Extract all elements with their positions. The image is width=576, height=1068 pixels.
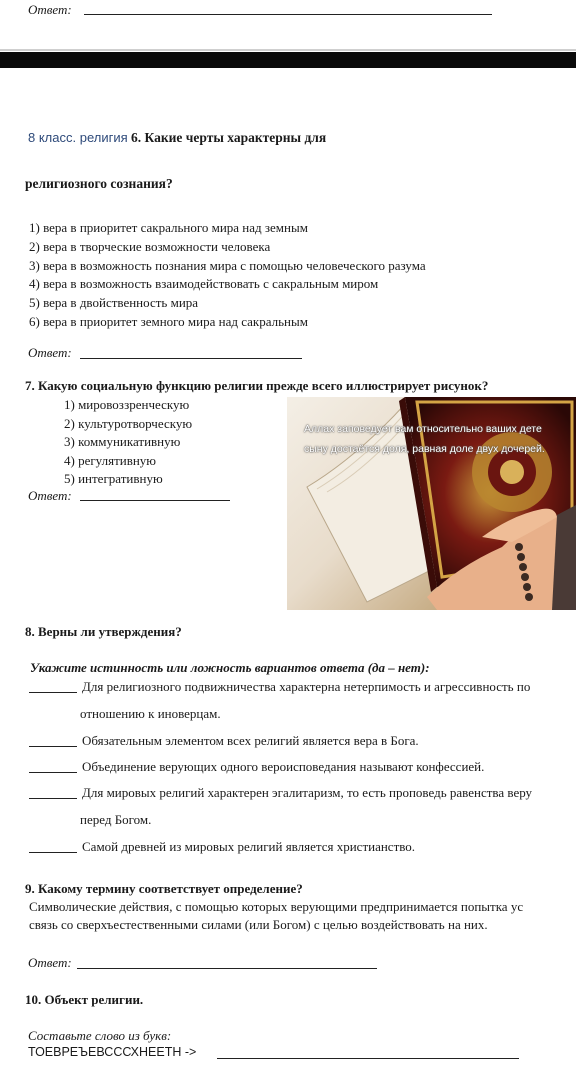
q6-option: 5) вера в двойственность мира bbox=[29, 295, 199, 311]
q6-option: 2) вера в творческие возможности человека bbox=[29, 238, 271, 254]
q8-statement-2: Обязательным элементом всех религий является вера в Бога. bbox=[82, 733, 419, 748]
q7-option: 2) культуротворческую bbox=[64, 415, 193, 431]
image-caption-line2: сыну достаётся доля, равная доле двух дочерей. bbox=[304, 443, 545, 455]
divider-line bbox=[0, 49, 576, 51]
q9-answer-field[interactable] bbox=[77, 956, 377, 969]
q7-option: 3) коммуникативную bbox=[64, 434, 181, 449]
q6-options bbox=[29, 219, 426, 332]
q6-answer-label: Ответ: bbox=[28, 345, 72, 360]
q6-title: 8 класс. религия 6. Какие черты характерны для bbox=[28, 130, 327, 145]
q8-statement-4-continued: перед Богом. bbox=[80, 812, 152, 827]
q8-answer-field-4[interactable] bbox=[29, 786, 77, 799]
q6-option: 3) вера в возможность познания мира с помощью человеческого разума bbox=[29, 257, 426, 273]
q7-options bbox=[64, 396, 192, 489]
q9-title: 9. Какому термину соответствует определение? bbox=[25, 881, 303, 896]
q8-answer-field-1[interactable] bbox=[29, 680, 77, 693]
q8-title: 8. Верны ли утверждения? bbox=[25, 624, 182, 639]
q8-statement-3: Объединение верующих одного вероисповедания называют конфессией. bbox=[82, 759, 485, 774]
q7-title: 7. Какую социальную функцию религии прежде всего иллюстрирует рисунок? bbox=[25, 378, 489, 393]
image-caption-line1: Аллах заповедует вам относительно ваших дете bbox=[304, 423, 542, 435]
q8-statement-5: Самой древней из мировых религий является христианство. bbox=[82, 839, 416, 854]
q6-answer-field[interactable] bbox=[80, 346, 302, 359]
q8-instruction: Укажите истинность или ложность вариантов ответа (да – нет): bbox=[30, 660, 430, 675]
q6-option: 6) вера в приоритет земного мира над сакральным bbox=[29, 313, 308, 329]
q8-answer-field-3[interactable] bbox=[29, 760, 77, 773]
top-answer-field[interactable] bbox=[84, 2, 492, 15]
q6-option: 1) вера в приоритет сакрального мира над земным bbox=[29, 220, 308, 235]
q10-instruction: Составьте слово из букв: bbox=[28, 1028, 172, 1043]
top-answer-label: Ответ: bbox=[28, 2, 72, 17]
quran-book-image bbox=[287, 397, 576, 610]
q9-definition-line2: связь со сверхъестественными силами (или Богом) с целью воздействовать на них. bbox=[29, 917, 488, 932]
q7-answer-field[interactable] bbox=[80, 488, 230, 501]
q10-letters: ТОЕВРЕЪЕВСССХНЕЕТН -> bbox=[28, 1045, 197, 1059]
q7-option: 5) интегративную bbox=[64, 471, 163, 486]
q6-option: 4) вера в возможность взаимодействовать с сакральным миром bbox=[29, 276, 379, 292]
q7-option: 1) мировоззренческую bbox=[64, 397, 190, 412]
q8-statement-4: Для мировых религий характерен эгалитаризм, то есть проповедь равенства веру bbox=[82, 785, 533, 800]
q8-answer-field-5[interactable] bbox=[29, 840, 77, 853]
q10-answer-field[interactable] bbox=[217, 1046, 519, 1059]
q8-answer-field-2[interactable] bbox=[29, 734, 77, 747]
q7-answer-label: Ответ: bbox=[28, 488, 72, 503]
q7-option: 4) регулятивную bbox=[64, 452, 157, 468]
q9-definition-line1: Символические действия, с помощью которых верующими предпринимается попытка ус bbox=[29, 899, 524, 914]
q9-answer-label: Ответ: bbox=[28, 955, 72, 970]
q8-statement-1-continued: отношению к иноверцам. bbox=[80, 706, 221, 721]
class-subject-label: 8 класс. религия bbox=[28, 130, 128, 145]
q8-statement-1: Для религиозного подвижничества характерна нетерпимость и агрессивность по bbox=[82, 679, 531, 694]
q6-title-continued: религиозного сознания? bbox=[25, 176, 173, 191]
q10-title: 10. Объект религии. bbox=[25, 992, 144, 1007]
divider-bar bbox=[0, 52, 576, 68]
